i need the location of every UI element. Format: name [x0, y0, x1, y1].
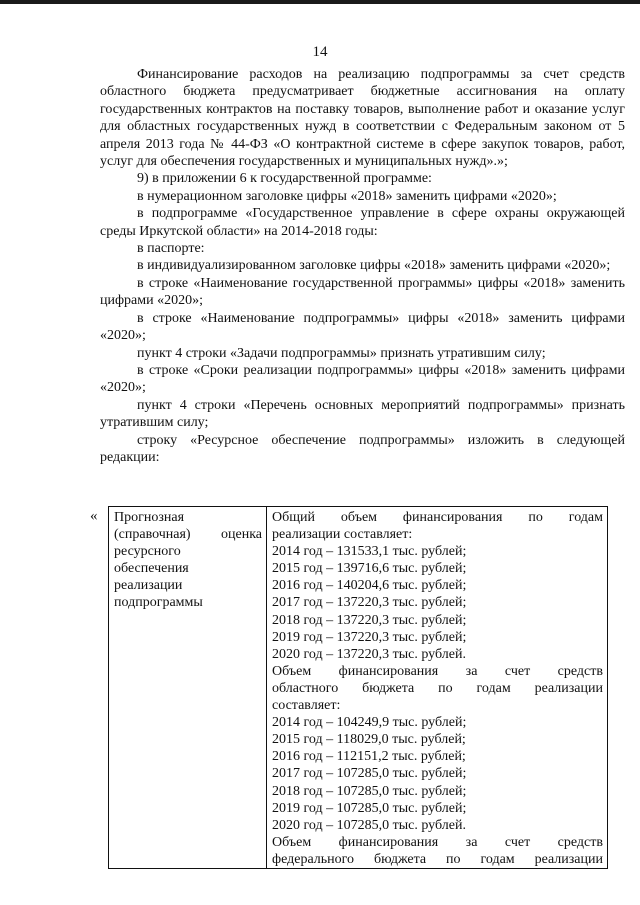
- table-row: [109, 507, 608, 869]
- table-line: 2018 год – 137220,3 тыс. рублей;: [272, 612, 467, 628]
- table-line: реализации: [114, 578, 183, 594]
- table-cell-content: [267, 507, 608, 869]
- label-lines: [114, 509, 262, 612]
- table-line: Общий объем финансирования по годам: [272, 510, 603, 525]
- table-line: ресурсного: [114, 544, 181, 560]
- table-line: 2014 год – 131533,1 тыс. рублей;: [272, 544, 467, 560]
- table-line: 2020 год – 107285,0 тыс. рублей.: [272, 817, 466, 833]
- table-line: Объем финансирования за счет средств: [272, 663, 603, 679]
- page-number: 14: [312, 44, 328, 60]
- paragraph-numbering-header: в нумерационном заголовке цифры «2018» заменить цифрами «2020»;: [137, 188, 557, 204]
- content-lines: [272, 509, 603, 868]
- paragraph-individual-header: в индивидуализированном заголовке цифры «2018» заменить цифрами «2020»;: [137, 258, 611, 274]
- table-line: Прогнозная: [114, 510, 185, 525]
- table-line: 2020 год – 137220,3 тыс. рублей.: [272, 646, 466, 662]
- table-line: 2019 год – 137220,3 тыс. рублей;: [272, 629, 467, 645]
- paragraph-resource-row: строку «Ресурсное обеспечение подпрограммы» изложить в следующей редакции:: [100, 432, 625, 465]
- scan-top-edge: [0, 0, 640, 4]
- table-cell-label: [109, 507, 267, 869]
- paragraph-tasks: пункт 4 строки «Задачи подпрограммы» признать утратившим силу;: [137, 345, 546, 361]
- table-line: 2019 год – 107285,0 тыс. рублей;: [272, 800, 467, 816]
- table-line: Объем финансирования за счет средств: [272, 834, 603, 850]
- table-line: 2015 год – 118029,0 тыс. рублей;: [272, 732, 466, 748]
- table-line: областного бюджета по годам реализации: [272, 680, 603, 696]
- paragraph-financing: Финансирование расходов на реализацию подпрограммы за счет средств областного бюджета предусматривает бюджетные ассигнования на оплату государственных контрактов на поставку товаров, выполнение работ и оказание услуг для областных государственных нужд в соответствии с Федеральным законом от 5 апреля 2013 года № 44-ФЗ «О контрактной системе в сфере закупок товаров, работ, услуг для обеспечения государственных и муниципальных нужд».»;: [100, 67, 625, 170]
- paragraph-terms: в строке «Сроки реализации подпрограммы» цифры «2018» заменить цифрами «2020»;: [100, 362, 625, 396]
- document-body: [100, 66, 625, 466]
- paragraph-measures: пункт 4 строки «Перечень основных мероприятий подпрограммы» признать утратившим силу;: [100, 397, 625, 431]
- table-line: подпрограммы: [114, 595, 203, 611]
- table-line: 2018 год – 107285,0 тыс. рублей;: [272, 783, 467, 799]
- paragraph-item-9: 9) в приложении 6 к государственной программе:: [137, 171, 432, 187]
- table-line: федерального бюджета по годам реализации: [272, 851, 603, 867]
- table-line: 2017 год – 137220,3 тыс. рублей;: [272, 595, 467, 611]
- table-line: составляет:: [272, 698, 341, 714]
- paragraph-passport: в паспорте:: [137, 241, 205, 257]
- table-line: реализации составляет:: [272, 527, 413, 543]
- table-line: 2017 год – 107285,0 тыс. рублей;: [272, 766, 467, 782]
- open-quote: «: [90, 508, 98, 524]
- resource-table: [108, 506, 608, 869]
- table-line: 2015 год – 139716,6 тыс. рублей;: [272, 561, 467, 577]
- table-line: 2014 год – 104249,9 тыс. рублей;: [272, 715, 467, 731]
- table-line: (справочная) оценка: [114, 527, 262, 543]
- table-line: 2016 год – 112151,2 тыс. рублей;: [272, 749, 466, 765]
- table-line: 2016 год – 140204,6 тыс. рублей;: [272, 578, 467, 594]
- table-line: обеспечения: [114, 561, 189, 577]
- paragraph-subprogram-name: в строке «Наименование подпрограммы» цифры «2018» заменить цифрами «2020»;: [100, 310, 625, 344]
- paragraph-program-name: в строке «Наименование государственной программы» цифры «2018» заменить цифрами «2020»;: [100, 275, 625, 309]
- paragraph-subprogram: в подпрограмме «Государственное управление в сфере охраны окружающей среды Иркутской области» на 2014-2018 годы:: [100, 206, 625, 239]
